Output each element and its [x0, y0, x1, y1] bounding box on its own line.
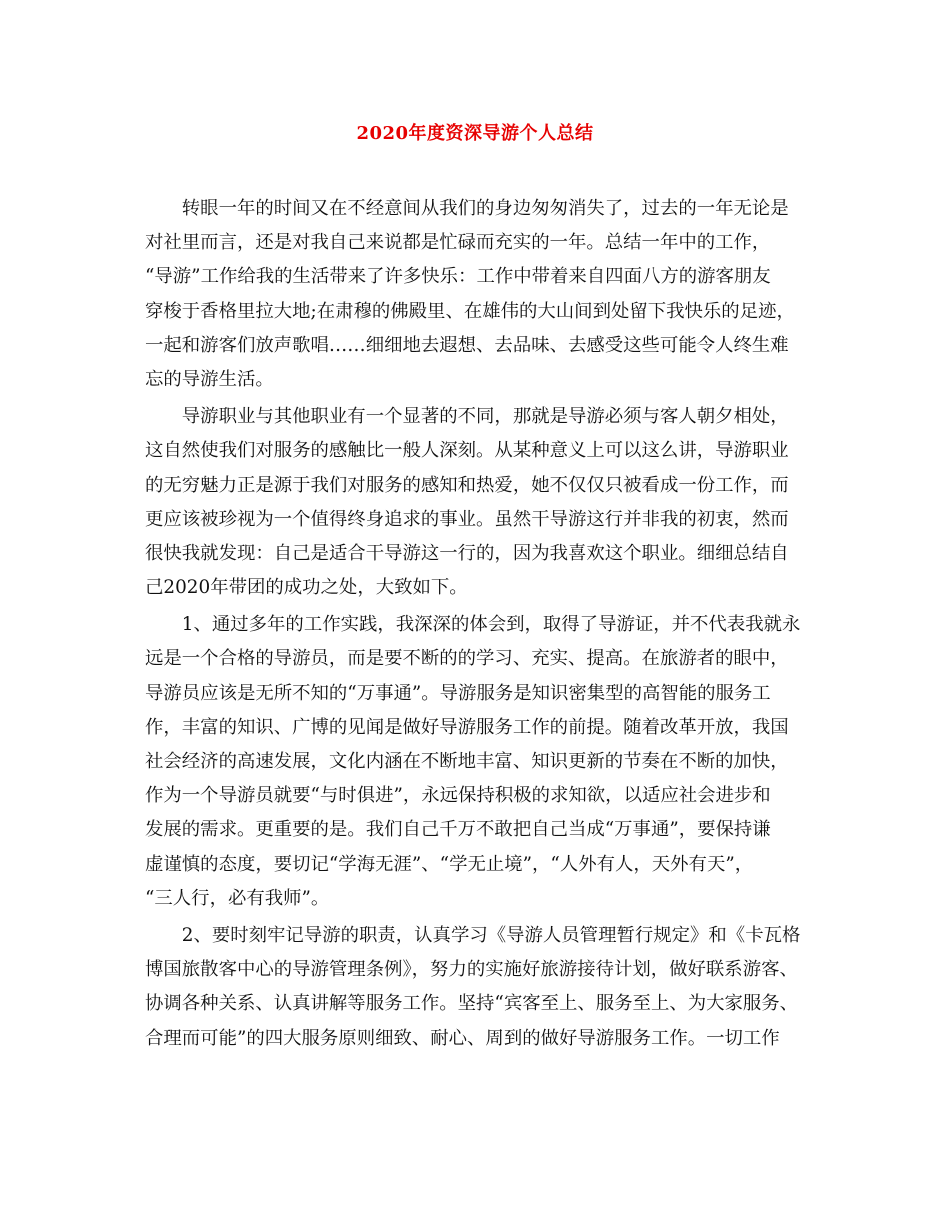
- text-line: 一起和游客们放声歌唱……细细地去遐想、去品味、去感受这些可能令人终生难: [145, 334, 789, 356]
- text-line: 的无穷魅力正是源于我们对服务的感知和热爱，她不仅仅只被看成一份工作，而: [145, 474, 789, 496]
- paragraph-1: [145, 192, 815, 397]
- text-line: 远是一个合格的导游员，而是要不断的的学习、充实、提高。在旅游者的眼中，: [145, 648, 789, 670]
- paragraph-2: [145, 400, 815, 605]
- document-body: [145, 192, 815, 1056]
- text-line: “导游”工作给我的生活带来了许多快乐：工作中带着来自四面八方的游客朋友: [145, 266, 771, 288]
- paragraph-3: [145, 608, 815, 916]
- text-line: 忘的导游生活。: [145, 368, 274, 390]
- text-line: 博国旅散客中心的导游管理条例》，努力的实施好旅游接待计划，做好联系游客、: [145, 959, 798, 981]
- text-line: 发展的需求。更重要的是。我们自己千万不敢把自己当成“万事通”，要保持谦: [145, 819, 771, 841]
- text-line: 作，丰富的知识、广博的见闻是做好导游服务工作的前提。随着改革开放，我国: [145, 716, 789, 738]
- text-line: 己2020年带团的成功之处，大致如下。: [145, 577, 468, 599]
- text-line: 社会经济的高速发展，文化内涵在不断地丰富、知识更新的节奏在不断的加快，: [145, 751, 789, 772]
- text-line: 1、通过多年的工作实践，我深深的体会到，取得了导游证，并不代表我就永: [145, 614, 801, 636]
- document-title: 2020年度资深导游个人总结: [356, 123, 594, 144]
- paragraph-4: [145, 919, 815, 1056]
- text-line: “三人行，必有我师”。: [145, 887, 330, 909]
- text-line: 导游员应该是无所不知的“万事通”。导游服务是知识密集型的高智能的服务工: [145, 682, 771, 704]
- text-line: 穿梭于香格里拉大地;在肃穆的佛殿里、在雄伟的大山间到处留下我快乐的足迹，: [145, 300, 795, 322]
- text-line: 2、要时刻牢记导游的职责，认真学习《导游人员管理暂行规定》和《卡瓦格: [145, 924, 801, 946]
- text-line: 转眼一年的时间又在不经意间从我们的身边匆匆消失了，过去的一年无论是: [145, 198, 789, 219]
- text-line: 这自然使我们对服务的感触比一般人深刻。从某种意义上可以这么讲，导游职业: [145, 440, 789, 462]
- text-line: 虚谨慎的态度，要切记“学海无涯”、“学无止境”，“人外有人，天外有天”，: [145, 853, 754, 875]
- text-line: 协调各种关系、认真讲解等服务工作。坚持“宾客至上、服务至上、为大家服务、: [145, 993, 799, 1015]
- text-line: 对社里而言，还是对我自己来说都是忙碌而充实的一年。总结一年中的工作，: [145, 232, 771, 254]
- text-line: 很快我就发现：自己是适合干导游这一行的，因为我喜欢这个职业。细细总结自: [145, 542, 789, 564]
- text-line: 作为一个导游员就要“与时俱进”，永远保持积极的求知欲，以适应社会进步和: [145, 785, 771, 807]
- text-line: 合理而可能”的四大服务原则细致、耐心、周到的做好导游服务工作。一切工作: [145, 1027, 780, 1049]
- text-line: 更应该被珍视为一个值得终身追求的事业。虽然干导游这行并非我的初衷，然而: [145, 508, 789, 530]
- text-line: 导游职业与其他职业有一个显著的不同，那就是导游必须与客人朝夕相处，: [145, 406, 789, 428]
